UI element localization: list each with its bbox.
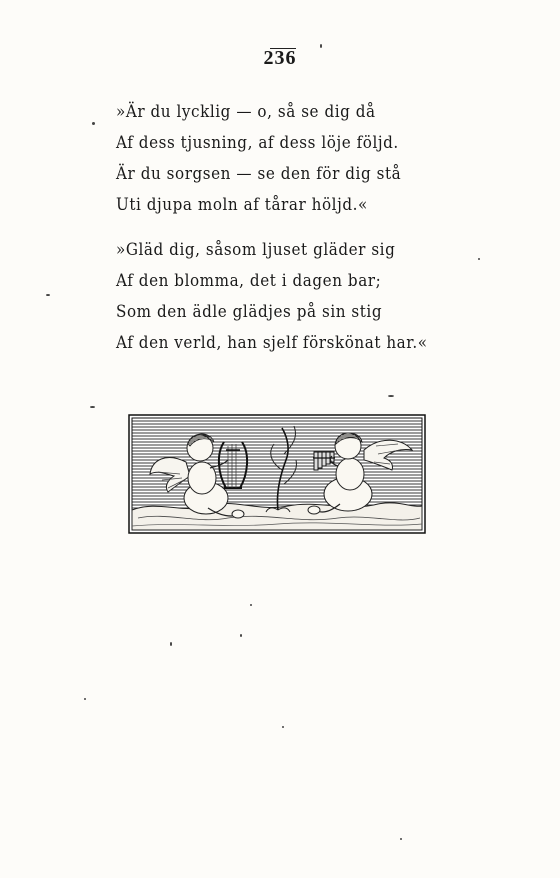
poem-line: »Gläd dig, såsom ljuset gläder sig	[116, 240, 396, 259]
paper-speck	[92, 122, 95, 125]
poem-line: Af den verld, han sjelf förskönat har.«	[116, 333, 428, 352]
paper-speck	[478, 258, 480, 260]
stanza-2	[116, 234, 446, 358]
poem-line: Är du sorgsen — se den för dig stå	[116, 164, 402, 183]
paper-speck	[240, 634, 242, 637]
poem-line: Af den blomma, det i dagen bar;	[116, 271, 382, 290]
paper-speck	[400, 838, 402, 840]
paper-speck	[320, 44, 322, 48]
poem-line: Som den ädle glädjes på sin stig	[116, 302, 383, 321]
poem-line: Uti djupa moln af tårar höljd.«	[116, 195, 368, 214]
poem	[116, 96, 446, 358]
paper-speck	[250, 604, 252, 606]
paper-speck	[84, 698, 86, 700]
paper-speck	[90, 406, 95, 408]
paper-speck	[388, 395, 394, 397]
poem-line: Af dess tjusning, af dess löje följd.	[116, 133, 399, 152]
paper-speck	[282, 726, 284, 728]
paper-speck	[170, 642, 172, 646]
page-number: 236	[263, 47, 297, 69]
poem-line: »Är du lycklig — o, så se dig då	[116, 102, 376, 121]
cherubs-vignette-icon	[128, 414, 426, 534]
stanza-1	[116, 96, 446, 220]
paper-speck	[46, 294, 50, 296]
